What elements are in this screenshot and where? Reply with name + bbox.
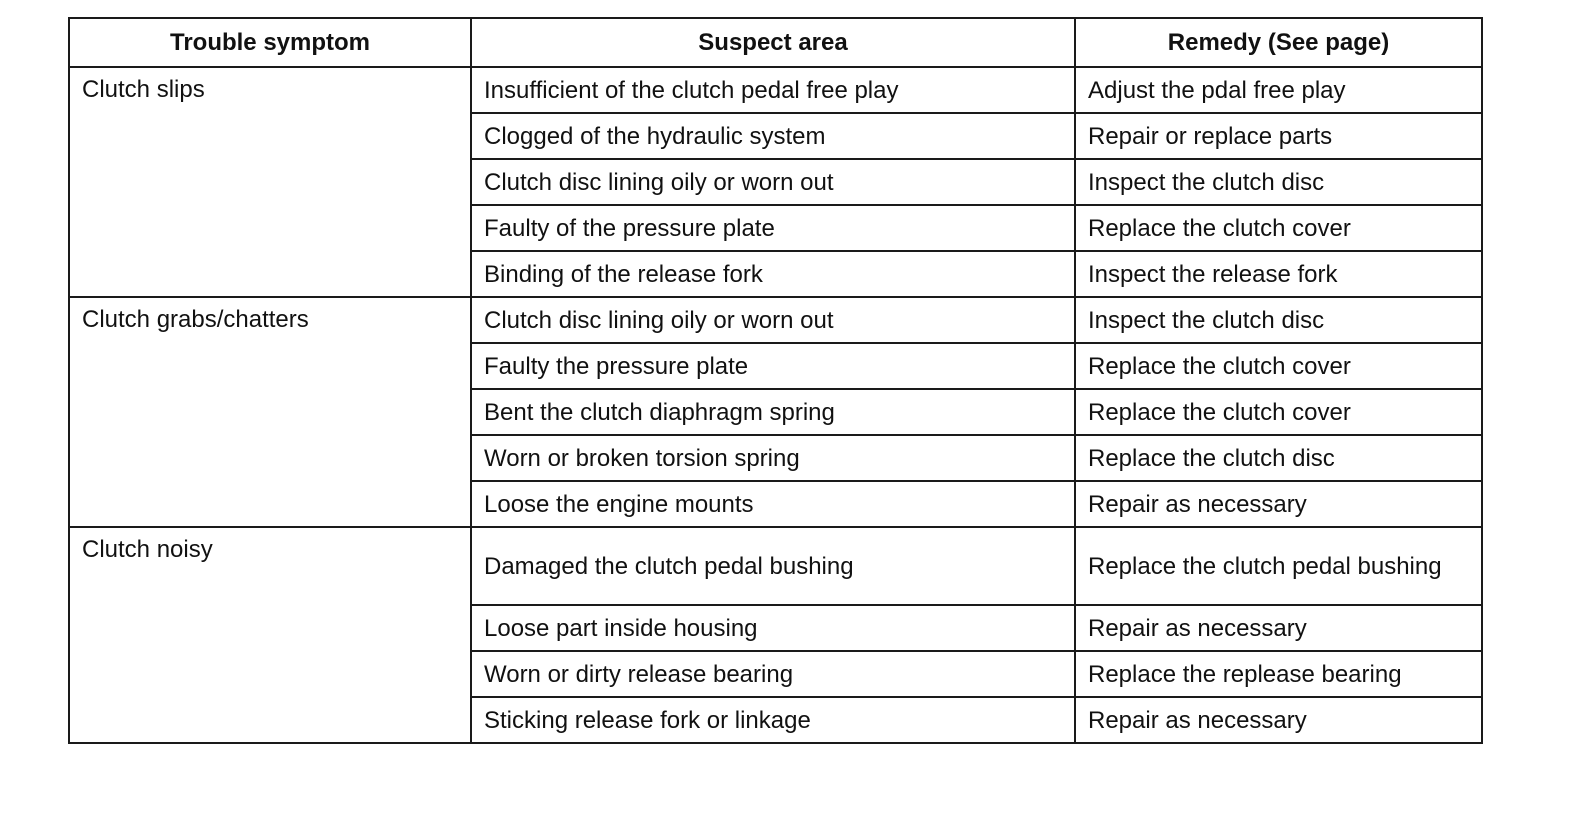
remedy-cell: Repair as necessary <box>1075 481 1482 527</box>
suspect-cell: Faulty the pressure plate <box>471 343 1075 389</box>
suspect-cell: Sticking release fork or linkage <box>471 697 1075 743</box>
suspect-cell: Binding of the release fork <box>471 251 1075 297</box>
suspect-cell: Loose the engine mounts <box>471 481 1075 527</box>
suspect-cell: Clutch disc lining oily or worn out <box>471 159 1075 205</box>
table-row <box>69 527 1482 605</box>
suspect-cell: Faulty of the pressure plate <box>471 205 1075 251</box>
suspect-cell: Bent the clutch diaphragm spring <box>471 389 1075 435</box>
remedy-cell: Repair or replace parts <box>1075 113 1482 159</box>
table-row <box>69 297 1482 343</box>
symptom-cell: Clutch noisy <box>69 527 471 743</box>
suspect-cell: Clogged of the hydraulic system <box>471 113 1075 159</box>
header-suspect-area: Suspect area <box>471 18 1075 67</box>
remedy-cell: Replace the clutch pedal bushing <box>1075 527 1482 605</box>
suspect-cell: Worn or broken torsion spring <box>471 435 1075 481</box>
remedy-cell: Inspect the release fork <box>1075 251 1482 297</box>
troubleshooting-table <box>68 17 1483 744</box>
suspect-cell: Loose part inside housing <box>471 605 1075 651</box>
remedy-cell: Replace the clutch cover <box>1075 205 1482 251</box>
table-row <box>69 67 1482 113</box>
suspect-cell: Worn or dirty release bearing <box>471 651 1075 697</box>
remedy-cell: Replace the clutch cover <box>1075 343 1482 389</box>
remedy-cell: Replace the replease bearing <box>1075 651 1482 697</box>
remedy-cell: Inspect the clutch disc <box>1075 159 1482 205</box>
remedy-cell: Replace the clutch cover <box>1075 389 1482 435</box>
suspect-cell: Clutch disc lining oily or worn out <box>471 297 1075 343</box>
suspect-cell: Damaged the clutch pedal bushing <box>471 527 1075 605</box>
header-remedy: Remedy (See page) <box>1075 18 1482 67</box>
remedy-cell: Repair as necessary <box>1075 697 1482 743</box>
symptom-cell: Clutch slips <box>69 67 471 297</box>
remedy-cell: Repair as necessary <box>1075 605 1482 651</box>
symptom-cell: Clutch grabs/chatters <box>69 297 471 527</box>
remedy-cell: Replace the clutch disc <box>1075 435 1482 481</box>
suspect-cell: Insufficient of the clutch pedal free play <box>471 67 1075 113</box>
header-row <box>69 18 1482 67</box>
remedy-cell: Adjust the pdal free play <box>1075 67 1482 113</box>
header-trouble-symptom: Trouble symptom <box>69 18 471 67</box>
remedy-cell: Inspect the clutch disc <box>1075 297 1482 343</box>
